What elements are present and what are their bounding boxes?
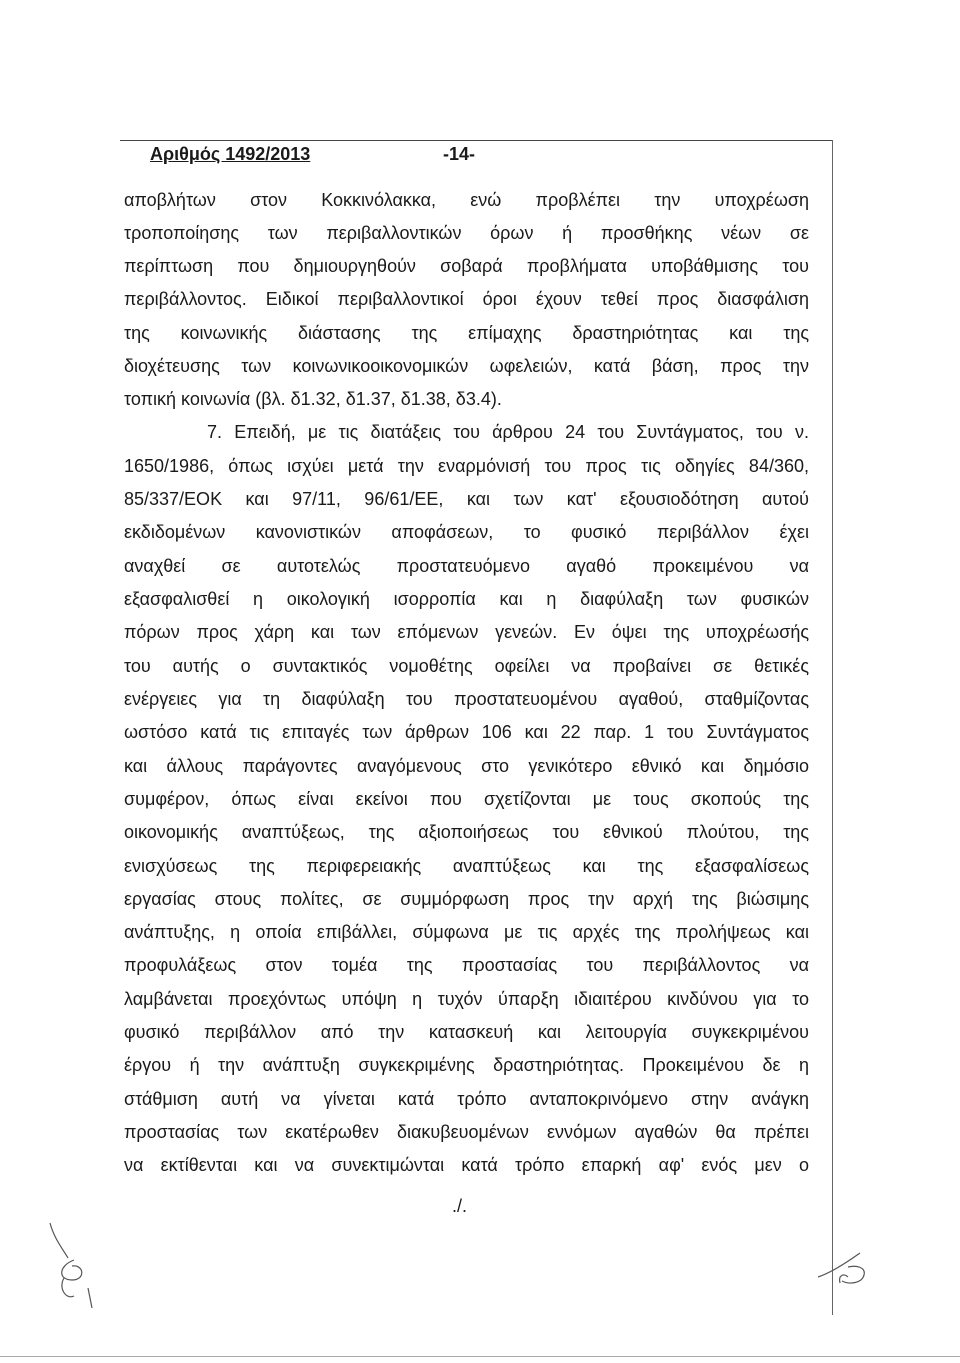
text-line: αναχθεί σε αυτοτελώς προστατευόμενο αγαθό προκειμένου να: [124, 556, 809, 576]
text-line: 85/337/ΕΟΚ και 97/11, 96/61/ΕΕ, και των κατ' εξουσιοδότηση αυτού: [124, 489, 809, 509]
text-line: προφυλάξεως στον τομέα της προστασίας του περιβάλλοντος να: [124, 955, 809, 975]
text-line: στάθμιση αυτή να γίνεται κατά τρόπο ανταποκρινόμενο στην ανάγκη: [124, 1089, 809, 1109]
page-bottom-edge: [0, 1356, 960, 1357]
text-line: να εκτίθενται και να συνεκτιμώνται κατά τρόπο επαρκή αφ' ενός μεν ο: [124, 1155, 809, 1175]
case-number: Αριθμός 1492/2013: [150, 144, 311, 164]
paragraph-start-line: 7. Επειδή, με τις διατάξεις του άρθρου 24 του Συντάγματος, του ν.: [207, 422, 809, 442]
text-line: φυσικό περιβάλλον από την κατασκευή και λειτουργία συγκεκριμένου: [124, 1022, 809, 1042]
text-line: 1650/1986, όπως ισχύει μετά την εναρμόνισή του προς τις οδηγίες 84/360,: [124, 456, 809, 476]
text-line: αποβλήτων στον Κοκκινόλακκα, ενώ προβλέπει την υποχρέωση: [124, 190, 809, 210]
page-number: -14-: [443, 144, 476, 164]
initials-mark-left: [28, 1218, 108, 1313]
initials-mark-right: [812, 1245, 882, 1290]
text-line: εργασίας στους πολίτες, σε συμμόρφωση προς την αρχή της βιώσιμης: [124, 889, 809, 909]
text-line: προστασίας των εκατέρωθεν διακυβευομένων εννόμων αγαθών θα πρέπει: [124, 1122, 809, 1142]
text-line: εκδιδομένων κανονιστικών αποφάσεων, το φυσικό περιβάλλον έχει: [124, 522, 809, 542]
continuation-mark: ./.: [452, 1196, 468, 1216]
text-line: τοπική κοινωνία (βλ. δ1.32, δ1.37, δ1.38, δ3.4).: [124, 389, 502, 409]
page-frame-right-border: [832, 140, 833, 1315]
text-line: του αυτής ο συντακτικός νομοθέτης οφείλει να προβαίνει σε θετικές: [124, 656, 809, 676]
text-line: οικονομικής αναπτύξεως, της αξιοποιήσεως του εθνικού πλούτου, της: [124, 822, 809, 842]
text-line: ανάπτυξης, η οποία επιβάλλει, σύμφωνα με τις αρχές της προλήψεως και: [124, 922, 809, 942]
text-line: πόρων προς χάρη και των επόμενων γενεών. Εν όψει της υποχρέωσής: [124, 622, 809, 642]
text-line: λαμβάνεται προεχόντως υπόψη η τυχόν ύπαρξη ιδιαιτέρου κινδύνου για το: [124, 989, 809, 1009]
text-line: περιβάλλοντος. Ειδικοί περιβαλλοντικοί όροι έχουν τεθεί προς διασφάλιση: [124, 289, 809, 309]
text-line: ενέργειες για τη διαφύλαξη του προστατευομένου αγαθού, σταθμίζοντας: [124, 689, 809, 709]
text-line: και άλλους παράγοντες αναγόμενους στο γενικότερο εθνικό και δημόσιο: [124, 756, 809, 776]
text-line: της κοινωνικής διάστασης της επίμαχης δραστηριότητας και της: [124, 323, 809, 343]
text-line: συμφέρον, όπως είναι εκείνοι που σχετίζονται με τους σκοπούς της: [124, 789, 809, 809]
text-line: περίπτωση που δημιουργηθούν σοβαρά προβλήματα υποβάθμισης του: [124, 256, 809, 276]
page-header: [150, 144, 476, 165]
text-line: έργου ή την ανάπτυξη συγκεκριμένης δραστηριότητας. Προκειμένου δε η: [124, 1055, 809, 1075]
text-line: ωστόσο κατά τις επιταγές των άρθρων 106 και 22 παρ. 1 του Συντάγματος: [124, 722, 809, 742]
text-line: τροποποίησης των περιβαλλοντικών όρων ή προσθήκης νέων σε: [124, 223, 809, 243]
text-line: ενισχύσεως της περιφερειακής αναπτύξεως και της εξασφαλίσεως: [124, 856, 809, 876]
page-frame-top-border: [120, 140, 833, 141]
text-line: εξασφαλισθεί η οικολογική ισορροπία και η διαφύλαξη των φυσικών: [124, 589, 809, 609]
text-line: διοχέτευσης των κοινωνικοοικονομικών ωφελειών, κατά βάση, προς την: [124, 356, 809, 376]
